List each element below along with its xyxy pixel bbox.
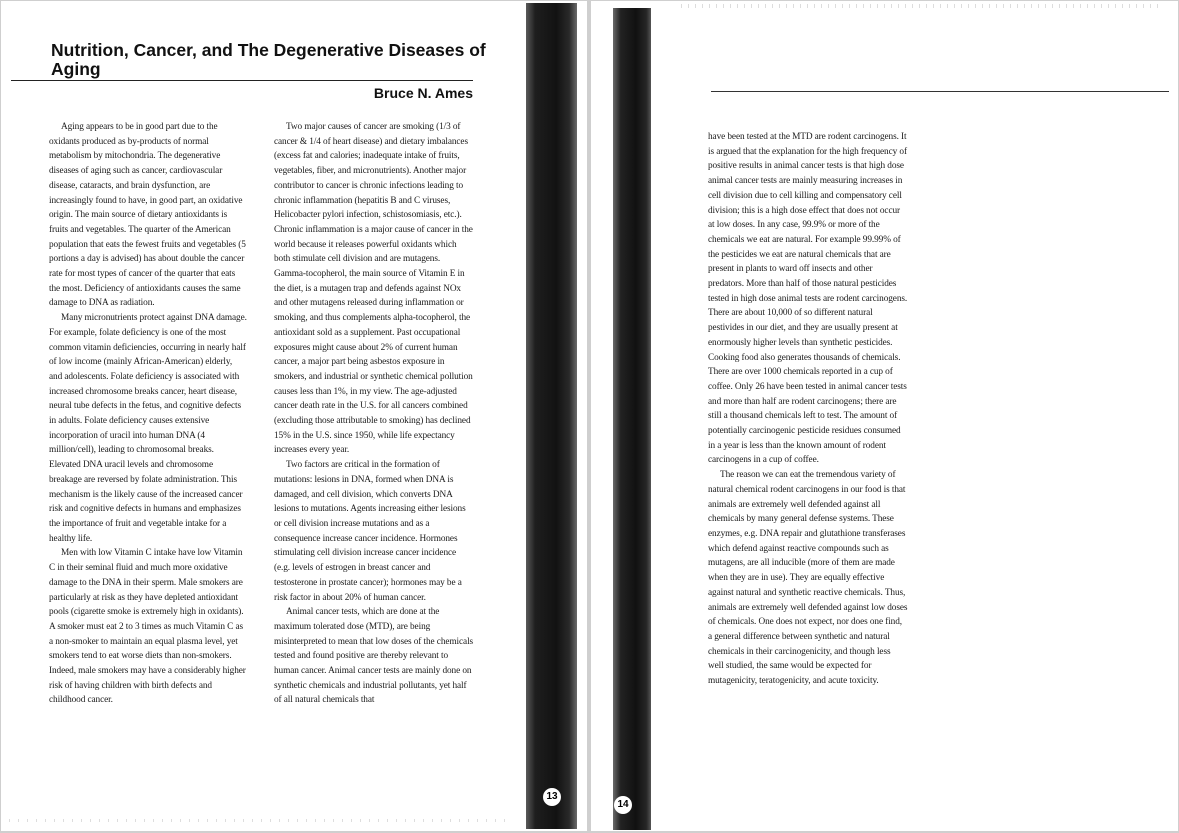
paragraph: Aging appears to be in good part due to the oxidants produced as by-products of normal metabolism by mitochondria. The degenerative diseases of aging such as cancer, cardiovascular disease, cataracts, and brain dysfunction, are increasingly found to have, in good part, an oxidative origin. The main source of dietary antioxidants is fruits and vegetables. The quarter of the American population that eats the fewest fruits and vegetables (5 portions a day is advised) has about double the cancer rate for most types of cancer of the quarter that eats the most. Deficiency of antioxidants causes the same damage to DNA as radiation. [49, 122, 246, 309]
title-rule [11, 80, 473, 81]
header-rule [711, 91, 1169, 92]
paragraph: Two major causes of cancer are smoking (1/3 of cancer & 1/4 of heart disease) and dietary imbalances (excess fat and calories; inadequate intake of fruits, vegetables, fiber, and micronutrients). Another major contributor to cancer is chronic infections leading to chronic inflammation (hepatitis B and C viruses, Helicobacter pylori infection, schistosomiasis, etc.). Chronic inflammation is a major cause of cancer in the world because it releases powerful oxidants which both stimulate cell division and are mutagens. Gamma-tocopherol, the main source of Vitamin E in the diet, is a mutagen trap and defends against NOx and other mutagens released during inflammation or smoking, and thus complements alpha-tocopherol, the antioxidant sold as a supplement. Past occupational exposures might cause about 2% of current human cancer, a major part being asbestos exposure in smokers, and industrial or synthetic chemical pollution causes less than 1%, in my view. The age-adjusted cancer death rate in the U.S. for all cancers combined (excluding those attributable to smoking) has declined 15% in the U.S. since 1950, while life expectancy increases every year. [274, 122, 473, 456]
text-column-3 [708, 130, 908, 689]
left-page [1, 1, 587, 831]
text-column-1 [49, 120, 247, 708]
page-number: 14 [614, 796, 632, 814]
paragraph: The reason we can eat the tremendous variety of natural chemical rodent carcinogens in our food is that animals are extremely well defended against all chemicals by many general defense systems. These enzymes, e.g. DNA repair and glutathione transferases which defend against reactive compounds such as mutagens, are all inducible (more of them are made when they are in use). They are equally effective against natural and synthetic reactive chemicals. Thus, animals are extremely well defended against low doses of chemicals. One does not expect, nor does one find, a general difference between synthetic and natural chemicals in their carcinogenicity, and though less well studied, the same would be expected for mutagenicity, teratogenicity, and acute toxicity. [708, 470, 908, 687]
paragraph: Many micronutrients protect against DNA damage. For example, folate deficiency is one of the most common vitamin deficiencies, occurring in nearly half of low income (mainly African-American) elderly, and adolescents. Folate deficiency is associated with increased chromosome breaks cancer, heart disease, neural tube defects in the fetus, and cognitive defects in adults. Folate deficiency causes extensive incorporation of uracil into human DNA (4 million/cell), leading to chromosomal breaks. Elevated DNA uracil levels and chromosome breakage are reversed by folate administration. This mechanism is the likely cause of the increased cancer risk and cognitive defects in humans and emphasizes the importance of fruit and vegetable intake for a healthy life. [49, 313, 247, 544]
text-column-2 [274, 120, 474, 708]
page-edge-band [526, 3, 577, 829]
scan-noise [681, 4, 1161, 8]
paragraph: Two factors are critical in the formation of mutations: lesions in DNA, formed when DNA is damaged, and cell division, which converts DNA lesions to mutations. Agents increasing either lesions or cell division increase mutations and as a consequence increase cancer incidence. Hormones stimulating cell division increase cancer incidence (e.g. levels of estrogen in breast cancer and testosterone in prostate cancer); hormones may be a risk factor in about 20% of human cancer. [274, 460, 466, 603]
article-title: Nutrition, Cancer, and The Degenerative Diseases of Aging [51, 40, 486, 79]
page-number: 13 [543, 788, 561, 806]
page-edge-band [613, 8, 651, 830]
paragraph: have been tested at the MTD are rodent carcinogens. It is argued that the explanation for the high frequency of positive results in animal cancer tests is that high dose animal cancer tests are mainly measuring increases in cell division due to cell killing and compensatory cell division; this is a high dose effect that does not occur at low doses. In any case, 99.9% or more of the chemicals we eat are natural. For example 99.99% of the pesticides we eat are natural chemicals that are present in plants to ward off insects and other predators. More than half of those natural pesticides tested in high dose animal tests are rodent carcinogens. There are about 10,000 of so different natural pestivides in our diet, and they are usually present at enormously higher levels than synthetic pesticides. Cooking food also generates thousands of chemicals. There are over 1000 chemicals reported in a cup of coffee. Only 26 have been tested in animal cancer tests and more than half are rodent carcinogens; there are still a thousand chemicals left to test. The amount of potentially carcinogenic pesticide residues consumed in a year is less than the known amount of rodent carcinogens in a cup of coffee. [708, 132, 908, 466]
paragraph: Animal cancer tests, which are done at the maximum tolerated dose (MTD), are being misinterpreted to mean that low doses of the chemicals tested and found positive are thereby relevant to human cancer. Animal cancer tests are mainly done on synthetic chemicals and industrial pollutants, yet half of all natural chemicals that [274, 607, 474, 706]
paragraph: Men with low Vitamin C intake have low Vitamin C in their seminal fluid and much more oxidative damage to the DNA in their sperm. Male smokers are particularly at risk as they have depleted antioxidant pools (cigarette smoke is extremely high in oxidants). A smoker must eat 2 to 3 times as much Vitamin C as a non-smoker to maintain an equal plasma level, yet smokers tend to eat worse diets than non-smokers. Indeed, male smokers may have a considerably higher risk of having children with birth defects and childhood cancer. [49, 548, 246, 706]
right-page [591, 1, 1178, 831]
author-name: Bruce N. Ames [373, 85, 473, 101]
scan-noise [9, 819, 509, 822]
